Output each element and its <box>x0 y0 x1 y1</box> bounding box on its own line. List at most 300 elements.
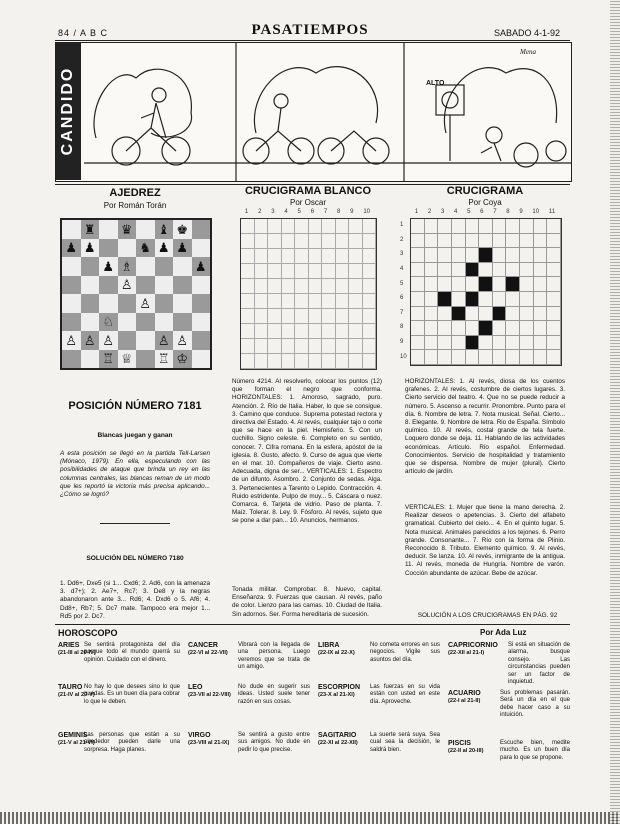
sign-date: (22-XII al 21-I) <box>448 650 485 656</box>
grid-cell[interactable] <box>493 350 507 365</box>
grid-cell[interactable] <box>425 292 439 307</box>
grid-cell[interactable] <box>506 336 520 351</box>
horoscope-entry <box>448 642 570 686</box>
grid-cell[interactable] <box>452 219 466 234</box>
header-rule <box>55 40 570 41</box>
chess-square <box>192 276 211 295</box>
grid-cell[interactable] <box>493 248 507 263</box>
sign-date: (23-X al 21-XI) <box>318 692 355 698</box>
grid-cell[interactable] <box>520 263 534 278</box>
sign-date: (22-I al 21-II) <box>448 698 481 704</box>
grid-cell[interactable] <box>336 279 350 294</box>
sign-name: SAGITARIO <box>318 732 357 739</box>
grid-cell[interactable] <box>411 321 425 336</box>
grid-cell[interactable] <box>322 249 336 264</box>
grid-cell[interactable] <box>520 234 534 249</box>
grid-cell[interactable] <box>411 336 425 351</box>
grid-cell[interactable] <box>479 219 493 234</box>
grid-cell[interactable] <box>295 339 309 354</box>
grid-cell[interactable] <box>309 294 323 309</box>
chess-square <box>136 220 155 239</box>
grid-cell[interactable] <box>506 292 520 307</box>
grid-cell[interactable] <box>411 234 425 249</box>
grid-cell[interactable] <box>438 248 452 263</box>
chess-square <box>136 331 155 350</box>
grid-cell[interactable] <box>506 263 520 278</box>
grid-cell[interactable] <box>438 307 452 322</box>
col-number: 1 <box>414 209 419 215</box>
grid-cell[interactable] <box>349 339 363 354</box>
black-cell <box>452 307 466 322</box>
chess-square <box>118 239 137 258</box>
horoscope-title: HOROSCOPO <box>58 628 118 638</box>
grid-cell[interactable] <box>438 321 452 336</box>
grid-cell[interactable] <box>241 249 255 264</box>
grid-cell[interactable] <box>452 292 466 307</box>
grid-cell[interactable] <box>363 264 377 279</box>
col-number: 2 <box>258 209 262 215</box>
chess-position-title: POSICIÓN NÚMERO 7181 <box>68 400 202 412</box>
grid-cell[interactable] <box>309 309 323 324</box>
grid-cell[interactable] <box>363 249 377 264</box>
blank-crossword-byline: Por Oscar <box>289 198 326 207</box>
grid-cell[interactable] <box>452 248 466 263</box>
grid-cell[interactable] <box>255 309 269 324</box>
comic-sign-text: ALTO <box>426 80 445 87</box>
crossword-col-numbers <box>410 209 560 215</box>
grid-cell[interactable] <box>520 321 534 336</box>
grid-cell[interactable] <box>241 324 255 339</box>
grid-cell[interactable] <box>295 279 309 294</box>
sign-date: (21-III al 20-IV) <box>58 650 96 656</box>
horoscope-entry <box>318 684 440 705</box>
chess-title: AJEDREZ <box>109 187 161 199</box>
grid-cell[interactable] <box>547 336 561 351</box>
grid-cell[interactable] <box>363 294 377 309</box>
horoscope-entry <box>58 732 180 753</box>
grid-cell[interactable] <box>506 307 520 322</box>
sign-text: Escuche bien, medite mucho. Es un buen día para lo que se propone. <box>500 740 570 761</box>
chess-square: ♙ <box>99 331 118 350</box>
chess-square: ♟ <box>192 257 211 276</box>
grid-cell[interactable] <box>282 309 296 324</box>
grid-cell[interactable] <box>425 336 439 351</box>
grid-cell[interactable] <box>466 248 480 263</box>
grid-cell[interactable] <box>438 234 452 249</box>
grid-cell[interactable] <box>322 234 336 249</box>
grid-cell[interactable] <box>349 294 363 309</box>
grid-cell[interactable] <box>322 219 336 234</box>
grid-cell[interactable] <box>547 292 561 307</box>
grid-cell[interactable] <box>282 219 296 234</box>
grid-cell[interactable] <box>438 350 452 365</box>
grid-cell[interactable] <box>336 309 350 324</box>
grid-cell[interactable] <box>534 248 548 263</box>
grid-cell[interactable] <box>268 219 282 234</box>
grid-cell[interactable] <box>241 219 255 234</box>
grid-cell[interactable] <box>322 294 336 309</box>
grid-cell[interactable] <box>255 249 269 264</box>
col-number: 6 <box>310 209 315 215</box>
grid-cell[interactable] <box>336 264 350 279</box>
grid-cell[interactable] <box>349 219 363 234</box>
grid-cell[interactable] <box>534 321 548 336</box>
grid-cell[interactable] <box>349 309 363 324</box>
grid-cell[interactable] <box>309 234 323 249</box>
chess-square <box>192 313 211 332</box>
grid-cell[interactable] <box>255 219 269 234</box>
chess-square <box>136 257 155 276</box>
grid-cell[interactable] <box>506 248 520 263</box>
grid-cell[interactable] <box>534 307 548 322</box>
grid-cell[interactable] <box>534 277 548 292</box>
grid-cell[interactable] <box>336 294 350 309</box>
grid-cell[interactable] <box>479 263 493 278</box>
grid-cell[interactable] <box>466 307 480 322</box>
grid-cell[interactable] <box>520 336 534 351</box>
horoscope-entry <box>188 642 310 671</box>
grid-cell[interactable] <box>411 248 425 263</box>
chess-square: ♜ <box>81 220 100 239</box>
grid-cell[interactable] <box>493 263 507 278</box>
grid-cell[interactable] <box>268 279 282 294</box>
grid-cell[interactable] <box>452 234 466 249</box>
grid-cell[interactable] <box>438 336 452 351</box>
chess-square <box>192 350 211 369</box>
grid-cell[interactable] <box>322 264 336 279</box>
sign-text: Sus problemas pasarán. Será un día en el que debe hacer caso a su intuición. <box>500 690 570 719</box>
horoscope-byline: Por Ada Luz <box>480 628 527 637</box>
grid-cell[interactable] <box>295 324 309 339</box>
blank-crossword-grid[interactable] <box>240 218 377 370</box>
grid-cell[interactable] <box>349 264 363 279</box>
grid-cell[interactable] <box>268 339 282 354</box>
grid-cell[interactable] <box>336 249 350 264</box>
black-cell <box>466 336 480 351</box>
col-number: 10 <box>363 209 370 215</box>
chess-square <box>62 276 81 295</box>
chess-square: ♟ <box>155 239 174 258</box>
grid-cell[interactable] <box>295 234 309 249</box>
grid-cell[interactable] <box>479 336 493 351</box>
chess-square <box>62 257 81 276</box>
grid-cell[interactable] <box>282 294 296 309</box>
grid-cell[interactable] <box>255 234 269 249</box>
crossword-title: CRUCIGRAMA <box>446 185 524 197</box>
grid-cell[interactable] <box>452 277 466 292</box>
grid-cell[interactable] <box>295 264 309 279</box>
row-number: 4 <box>400 266 404 273</box>
row-number: 10 <box>400 353 407 360</box>
grid-cell[interactable] <box>534 336 548 351</box>
chess-square <box>118 331 137 350</box>
col-number: 5 <box>297 209 301 215</box>
grid-cell[interactable] <box>282 249 296 264</box>
grid-cell[interactable] <box>425 219 439 234</box>
chess-board <box>60 218 212 370</box>
chess-square <box>99 294 118 313</box>
grid-cell[interactable] <box>255 294 269 309</box>
horoscope-entry <box>188 684 310 705</box>
grid-cell[interactable] <box>295 219 309 234</box>
chess-divider <box>100 523 170 524</box>
chess-square <box>155 257 174 276</box>
grid-cell[interactable] <box>547 219 561 234</box>
chess-square: ♟ <box>62 239 81 258</box>
horoscope-grid <box>58 642 570 807</box>
chess-square: ♖ <box>99 350 118 369</box>
black-cell <box>506 277 520 292</box>
grid-cell[interactable] <box>411 277 425 292</box>
grid-cell[interactable] <box>241 279 255 294</box>
sign-name: VIRGO <box>188 732 211 739</box>
grid-cell[interactable] <box>425 263 439 278</box>
chess-square <box>99 220 118 239</box>
grid-cell[interactable] <box>336 234 350 249</box>
grid-cell[interactable] <box>309 219 323 234</box>
grid-cell[interactable] <box>452 350 466 365</box>
grid-cell[interactable] <box>425 321 439 336</box>
grid-cell[interactable] <box>520 307 534 322</box>
crossword-clues: HORIZONTALES: 1. Al revés, diosa de los cuentos grafenes. 2. Al revés, costumbre de ciertos lugares. 3. Cierto servicio del teatro. 4. Que no se puede reducir a número. 5. Ascenso a recurrir. Pronombre. Punto para el día. 6. Nombre de letra. 7. Nota musical. Señal. Cierto... 8. Elegante. 9. Nombre de letra. Rio de España. Símbolo químico. 10. Al revés, costal grande de tela fuerte. Loquero donde se deja. 11. Hablando de las actividades económicas. Artículo. Rio español. Enfermedad. Conocimientos. Servicio de hospitalidad y tratamiento que se dispensa. Nombre de mujer (plural). Cierto artículo de jardín. <box>405 378 565 476</box>
grid-cell[interactable] <box>322 324 336 339</box>
grid-cell[interactable] <box>411 307 425 322</box>
chess-square <box>192 331 211 350</box>
sign-date: (22-II al 20-III) <box>448 748 484 754</box>
grid-cell[interactable] <box>336 354 350 369</box>
grid-cell[interactable] <box>282 279 296 294</box>
grid-cell[interactable] <box>520 248 534 263</box>
grid-cell[interactable] <box>547 350 561 365</box>
grid-cell[interactable] <box>411 263 425 278</box>
grid-cell[interactable] <box>547 248 561 263</box>
grid-cell[interactable] <box>322 354 336 369</box>
grid-cell[interactable] <box>268 324 282 339</box>
grid-cell[interactable] <box>282 324 296 339</box>
grid-cell[interactable] <box>268 354 282 369</box>
grid-cell[interactable] <box>534 292 548 307</box>
horoscope-entry <box>58 684 180 705</box>
col-number: 3 <box>440 209 445 215</box>
sign-date: (21-V al 21-VI) <box>58 740 95 746</box>
grid-cell[interactable] <box>363 324 377 339</box>
grid-cell[interactable] <box>479 292 493 307</box>
grid-cell[interactable] <box>452 336 466 351</box>
grid-cell[interactable] <box>425 248 439 263</box>
sign-date: (22-XI al 22-XII) <box>318 740 358 746</box>
chess-square <box>62 220 81 239</box>
grid-cell[interactable] <box>349 249 363 264</box>
grid-cell[interactable] <box>466 350 480 365</box>
chess-square <box>99 276 118 295</box>
grid-cell[interactable] <box>363 339 377 354</box>
grid-cell[interactable] <box>255 324 269 339</box>
grid-cell[interactable] <box>336 219 350 234</box>
crossword-row-numbers <box>400 218 409 364</box>
black-cell <box>466 263 480 278</box>
horoscope-entry <box>318 642 440 663</box>
crossword-solution-line: SOLUCIÓN A LOS CRUCIGRAMAS EN PÁG. 92 <box>417 612 558 619</box>
grid-cell[interactable] <box>534 350 548 365</box>
grid-cell[interactable] <box>322 309 336 324</box>
grid-cell[interactable] <box>520 277 534 292</box>
chess-square <box>62 313 81 332</box>
grid-cell[interactable] <box>425 234 439 249</box>
grid-cell[interactable] <box>363 219 377 234</box>
sign-text: No hay lo que desees sino lo que puedas. Es un buen día para cobrar lo que le deben. <box>84 684 180 705</box>
scan-edge-right <box>610 0 620 824</box>
grid-cell[interactable] <box>438 277 452 292</box>
grid-cell[interactable] <box>438 263 452 278</box>
sign-text: Se sentirá protagonista del día porque todo el mundo querrá su opinión. Cuidado con el dinero. <box>84 642 180 663</box>
chess-square <box>136 276 155 295</box>
chess-square <box>118 294 137 313</box>
grid-cell[interactable] <box>547 321 561 336</box>
chess-square <box>173 257 192 276</box>
grid-cell[interactable] <box>295 354 309 369</box>
grid-cell[interactable] <box>255 354 269 369</box>
grid-cell[interactable] <box>493 277 507 292</box>
col-number: 4 <box>454 209 458 215</box>
grid-cell[interactable] <box>309 339 323 354</box>
grid-cell[interactable] <box>479 234 493 249</box>
sign-date: (22-IX al 22-X) <box>318 650 355 656</box>
grid-cell[interactable] <box>349 354 363 369</box>
grid-cell[interactable] <box>282 354 296 369</box>
grid-cell[interactable] <box>547 263 561 278</box>
sign-name: CANCER <box>188 642 218 649</box>
grid-cell[interactable] <box>282 234 296 249</box>
grid-cell[interactable] <box>349 324 363 339</box>
chess-square <box>62 350 81 369</box>
horoscope-entry <box>58 642 180 663</box>
grid-cell[interactable] <box>425 277 439 292</box>
grid-cell[interactable] <box>411 219 425 234</box>
grid-cell[interactable] <box>466 321 480 336</box>
chess-square: ♕ <box>118 350 137 369</box>
grid-cell[interactable] <box>255 279 269 294</box>
col-number: 10 <box>532 209 540 215</box>
grid-cell[interactable] <box>534 219 548 234</box>
grid-cell[interactable] <box>363 309 377 324</box>
grid-cell[interactable] <box>438 219 452 234</box>
grid-cell[interactable] <box>411 292 425 307</box>
grid-cell[interactable] <box>241 309 255 324</box>
grid-cell[interactable] <box>547 277 561 292</box>
sign-text: Las personas que están a su alrededor pueden darle una sorpresa. Haga planes. <box>84 732 180 753</box>
grid-cell[interactable] <box>241 294 255 309</box>
grid-cell[interactable] <box>268 249 282 264</box>
grid-cell[interactable] <box>493 234 507 249</box>
grid-cell[interactable] <box>282 339 296 354</box>
grid-cell[interactable] <box>466 219 480 234</box>
grid-cell[interactable] <box>268 264 282 279</box>
grid-cell[interactable] <box>295 249 309 264</box>
grid-cell[interactable] <box>479 307 493 322</box>
grid-cell[interactable] <box>336 339 350 354</box>
chess-square <box>81 257 100 276</box>
sign-name: LIBRA <box>318 642 340 649</box>
chess-solution: 1. Dd6+, Dxe5 (si 1... Cxd6; 2. Ad6, con la amenaza 3. d7+); 2. Ae7+, Rc7; 3. De8 y la negras abandonaron ante 3... Rd6; 4. Dxd6 o 5. Af6; 4. Dd8+, Rb7; 5. Dc7 mate. Tampoco era mejor 1... Rd5 por 2. Dc7. <box>60 580 210 620</box>
grid-cell[interactable] <box>506 321 520 336</box>
black-cell <box>479 248 493 263</box>
grid-cell[interactable] <box>322 279 336 294</box>
grid-cell[interactable] <box>309 264 323 279</box>
col-number: 7 <box>323 209 328 215</box>
crossword-grid[interactable] <box>410 218 562 366</box>
grid-cell[interactable] <box>349 279 363 294</box>
grid-cell[interactable] <box>363 354 377 369</box>
grid-cell[interactable] <box>452 321 466 336</box>
grid-cell[interactable] <box>241 354 255 369</box>
grid-cell[interactable] <box>363 279 377 294</box>
grid-cell[interactable] <box>336 324 350 339</box>
horoscope-entry <box>318 732 440 753</box>
grid-cell[interactable] <box>466 277 480 292</box>
grid-cell[interactable] <box>268 234 282 249</box>
grid-cell[interactable] <box>506 234 520 249</box>
grid-cell[interactable] <box>479 350 493 365</box>
grid-cell[interactable] <box>520 292 534 307</box>
grid-cell[interactable] <box>295 309 309 324</box>
grid-cell[interactable] <box>493 219 507 234</box>
grid-cell[interactable] <box>547 307 561 322</box>
grid-cell[interactable] <box>268 309 282 324</box>
chess-square: ♞ <box>136 239 155 258</box>
grid-cell[interactable] <box>255 264 269 279</box>
sign-date: (22-VI al 22-VII) <box>188 650 228 656</box>
grid-cell[interactable] <box>282 264 296 279</box>
grid-cell[interactable] <box>520 219 534 234</box>
grid-cell[interactable] <box>411 350 425 365</box>
grid-cell[interactable] <box>322 339 336 354</box>
grid-cell[interactable] <box>425 307 439 322</box>
grid-cell[interactable] <box>295 294 309 309</box>
grid-cell[interactable] <box>425 350 439 365</box>
blank-crossword-clues-2: Tonada militar. Comprobar. 8. Nuevo, capital. Enseñanza. 9. Fuerzas que causan. Al revés, paño de color. Lienzo para las camas. 10. Ciudad de Italia. Sin adornos. Ser. Forma hereditaria de sucesión. <box>232 586 382 618</box>
grid-cell[interactable] <box>466 234 480 249</box>
grid-cell[interactable] <box>255 339 269 354</box>
grid-cell[interactable] <box>520 350 534 365</box>
grid-cell[interactable] <box>309 249 323 264</box>
horoscope-entry <box>448 690 570 719</box>
comic-illustration <box>56 43 571 181</box>
grid-cell[interactable] <box>309 279 323 294</box>
grid-cell[interactable] <box>241 234 255 249</box>
grid-cell[interactable] <box>241 339 255 354</box>
chess-square <box>62 294 81 313</box>
grid-cell[interactable] <box>506 350 520 365</box>
grid-cell[interactable] <box>363 234 377 249</box>
grid-cell[interactable] <box>493 321 507 336</box>
chess-square <box>118 313 137 332</box>
grid-cell[interactable] <box>309 324 323 339</box>
grid-cell[interactable] <box>534 234 548 249</box>
grid-cell[interactable] <box>241 264 255 279</box>
chess-square <box>81 294 100 313</box>
grid-cell[interactable] <box>506 219 520 234</box>
grid-cell[interactable] <box>493 292 507 307</box>
chess-square <box>192 239 211 258</box>
grid-cell[interactable] <box>547 234 561 249</box>
grid-cell[interactable] <box>493 336 507 351</box>
grid-cell[interactable] <box>452 263 466 278</box>
grid-cell[interactable] <box>349 234 363 249</box>
sign-name: LEO <box>188 684 203 691</box>
grid-cell[interactable] <box>534 263 548 278</box>
grid-cell[interactable] <box>309 354 323 369</box>
grid-cell[interactable] <box>268 294 282 309</box>
